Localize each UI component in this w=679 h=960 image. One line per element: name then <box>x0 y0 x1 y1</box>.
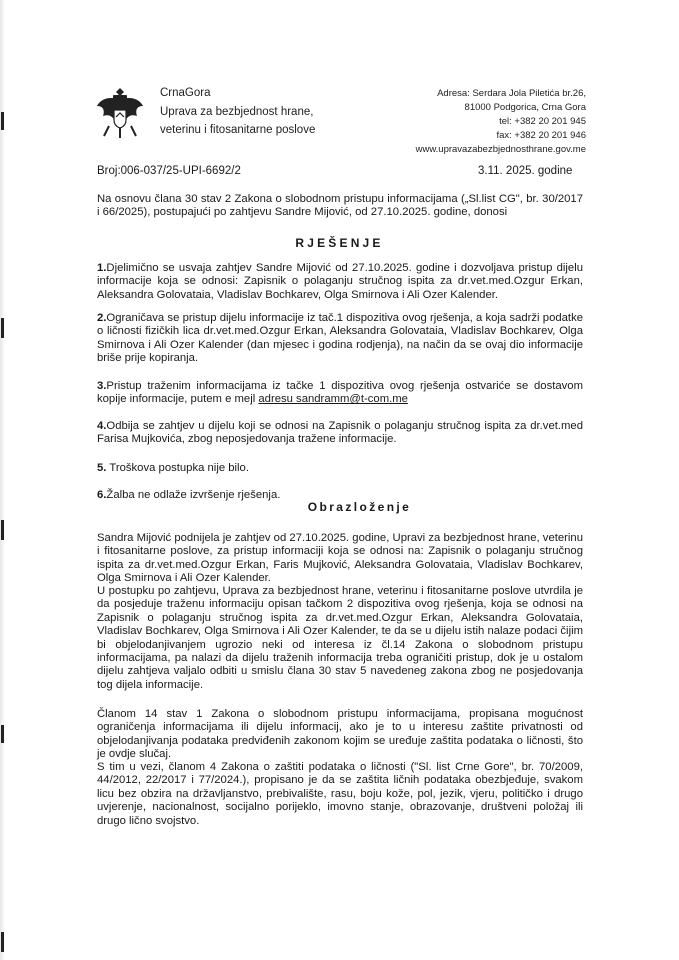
fax-line: fax: +382 20 201 946 <box>496 130 586 141</box>
decision-title: RJEŠENJE <box>295 236 384 250</box>
document-date: 3.11. 2025. godine <box>478 165 573 177</box>
website-link[interactable]: www.upravazabezbjednosthrane.gov.me <box>415 144 586 155</box>
org-name-line: Uprava za bezbjednost hrane, <box>160 106 314 118</box>
reasoning-paragraph-3: Članom 14 stav 1 Zakona o slobodnom pristupu informacijama, propisana mogućnost ograničenja informacijama ili dijelu informacij, ako je to u interesu zaštite privatnosti od objelodanjivanja podataka predviđenih zakonom kojim se uređuje zaštita podataka o ličnosti, što je ovdje slučaj. <box>97 708 583 761</box>
scan-mark <box>1 932 4 952</box>
decision-item-1: 1.Djelimično se usvaja zahtjev Sandre Mijović od 27.10.2025. godine i dozvoljava pristup dijelu informacije koja se odnosi: Zapisnik o polaganju stručnog ispita za dr.vet.med.Ozgur Erkan, Aleksandra Golovataia, Vladislav Bochkarev, Olga Smirnova i Ali Ozer Kalender. <box>97 262 583 301</box>
reasoning-title: Obrazloženje <box>307 500 412 514</box>
decision-item-5: 5. Troškova postupka nije bilo. <box>97 462 249 474</box>
org-name-line: CrnaGora <box>160 87 211 99</box>
scan-mark <box>1 520 4 540</box>
decision-item-6: 6.Žalba ne odlaže izvršenje rješenja. <box>97 489 281 501</box>
document-number: Broj:006-037/25-UPI-6692/2 <box>97 165 241 177</box>
reasoning-paragraph-4: S tim u vezi, članom 4 Zakona o zaštiti podataka o ličnosti ("Sl. list Crne Gore", br. 70/2009, 44/2012, 22/2017 i 77/2024.), propisano je da se zaštita ličnih podataka obezbjeđuje, svakom licu bez obzira na državljanstvo, prebivalište, rasu, boju kože, pol, jezik, vjeru, političko i drugo uvjerenje, nacionalnost, socijalno porijeklo, imovno stanje, obrazovanje, društveni položaj ili drugo lično svojstvo. <box>97 761 583 827</box>
reasoning-paragraph-2: U postupku po zahtjevu, Uprava za bezbjednost hrane, veterinu i fitosanitarne poslove utvrdila je da posjeduje traženu informaciju opisan tačkom 2 dispozitiva ovog rješenja, koja se odnosi na Zapisnik o polaganju stručnog ispita za dr.vet.med.Ozgur Erkan, Aleksandra Golovataia, Vladislav Bochkarev, Olga Smirnova i Ali Ozer Kalender, te da se u dijelu istih nalaze podaci čijim bi objelodanjivanjem ugrozio neki od interesa iz čl.14 Zakona o slobodnom pristupu informacijama, pa nalazi da dijelu traženih informacija treba ograničiti pristup, dok je u ostalom dijelu zahtjeva valjalo odbiti u smislu člana 30 stav 5 navedeneg zakona zbog ne posjedovanja tog dijela informacije. <box>97 585 583 691</box>
decision-item-4: 4.Odbija se zahtjev u dijelu koji se odnosi na Zapisnik o polaganju stručnog ispita za dr.vet.med Farisa Mujkovića, zbog neposjedovanja tražene informacije. <box>97 420 583 446</box>
org-name-line: veterinu i fitosanitarne poslove <box>160 124 316 136</box>
address-line: Adresa: Serdara Jola Piletića br.26, <box>437 88 586 99</box>
email-link[interactable]: adresu sandramm@t-com.me <box>258 393 408 406</box>
scan-mark <box>1 318 4 338</box>
scan-edge <box>0 0 5 960</box>
decision-item-3: 3.Pristup traženim informacijama iz tačke 1 dispozitiva ovog rješenja ostvariće se dostavom kopije informacije, putem e mejl adresu sandramm@t-com.me <box>97 380 583 406</box>
scan-mark <box>1 725 4 743</box>
coat-of-arms-icon <box>95 86 145 141</box>
phone-line: tel: +382 20 201 945 <box>499 116 586 127</box>
address-line: 81000 Podgorica, Crna Gora <box>464 102 586 113</box>
scan-mark <box>1 112 4 130</box>
decision-item-2: 2.Ograničava se pristup dijelu informacije iz tač.1 dispozitiva ovog rješenja, a koja sadrži podatke o ličnosti fizičkih lica dr.vet.med.Ozgur Erkan, Aleksandra Golovataia, Vladislav Bochkarev, Olga Smirnova i Ali Ozer Kalender (dan mjesec i godina rodjenja), na način da se ovaj dio informacije briše prije kopiranja. <box>97 312 583 365</box>
reasoning-paragraph-1: Sandra Mijović podnijela je zahtjev od 27.10.2025. godine, Upravi za bezbjednost hrane, veterinu i fitosanitarne poslove, za pristup informaciji koja se odnosi na: Zapisnik o polaganju stručnog ispita za dr.vet.med.Ozgur Erkan, Faris Mujković, Aleksandra Golovataia, Vladislav Bochkarev, Olga Smirnova i Ali Ozer Kalender. <box>97 532 583 585</box>
intro-paragraph: Na osnovu člana 30 stav 2 Zakona o slobodnom pristupu informacijama („Sl.list CG", br. 30/2017 i 66/2025), postupajući po zahtjevu Sandre Mijović, od 27.10.2025. godine, donosi <box>97 193 583 219</box>
